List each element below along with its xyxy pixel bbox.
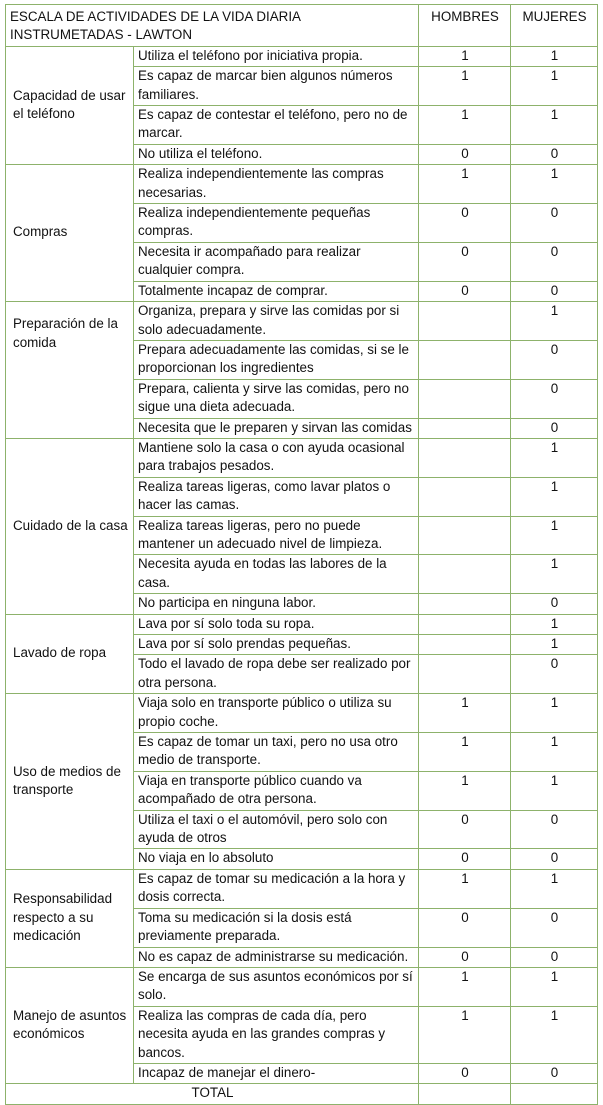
score-men: 0 <box>419 281 511 301</box>
activity-description: Realiza tareas ligeras, pero no puede mantener un adecuado nivel de limpieza. <box>134 516 419 555</box>
table-row <box>6 165 598 204</box>
score-men: 1 <box>419 771 511 810</box>
activity-description: Utiliza el teléfono por iniciativa propia. <box>134 46 419 66</box>
score-women: 1 <box>511 302 598 341</box>
score-women: 1 <box>511 67 598 106</box>
score-men: 1 <box>419 694 511 733</box>
score-men: 1 <box>419 67 511 106</box>
score-women: 1 <box>511 1006 598 1063</box>
score-men: 1 <box>419 165 511 204</box>
activity-description: No utiliza el teléfono. <box>134 144 419 164</box>
activity-description: Todo el lavado de ropa debe ser realizado por otra persona. <box>134 655 419 694</box>
activity-description: Realiza independientemente las compras necesarias. <box>134 165 419 204</box>
category-cell: Capacidad de usar el teléfono <box>6 46 134 164</box>
score-women: 1 <box>511 106 598 145</box>
score-men <box>419 477 511 516</box>
category-cell: Cuidado de la casa <box>6 438 134 614</box>
score-women: 0 <box>511 340 598 379</box>
activity-description: Realiza tareas ligeras, como lavar platos o hacer las camas. <box>134 477 419 516</box>
score-women: 1 <box>511 46 598 66</box>
activity-description: Necesita que le preparen y sirvan las comidas <box>134 418 419 438</box>
activity-description: Es capaz de tomar un taxi, pero no usa otro medio de transporte. <box>134 733 419 772</box>
score-men <box>419 379 511 418</box>
score-women: 0 <box>511 379 598 418</box>
score-women: 0 <box>511 908 598 947</box>
score-men: 0 <box>419 908 511 947</box>
score-men: 1 <box>419 733 511 772</box>
score-women: 0 <box>511 594 598 614</box>
activity-description: Realiza independientemente pequeñas compras. <box>134 204 419 243</box>
total-women-cell <box>511 1084 598 1104</box>
score-men: 0 <box>419 849 511 869</box>
score-women: 0 <box>511 655 598 694</box>
table-row <box>6 46 598 66</box>
activity-description: Viaja solo en transporte público o utiliza su propio coche. <box>134 694 419 733</box>
activity-description: Toma su medicación si la dosis está previamente preparada. <box>134 908 419 947</box>
activity-description: Prepara adecuadamente las comidas, si se le proporcionan los ingredientes <box>134 340 419 379</box>
score-women: 0 <box>511 418 598 438</box>
score-women: 0 <box>511 810 598 849</box>
activity-description: Es capaz de tomar su medicación a la hora y dosis correcta. <box>134 869 419 908</box>
activity-description: Organiza, prepara y sirve las comidas por si solo adecuadamente. <box>134 302 419 341</box>
score-men: 1 <box>419 869 511 908</box>
score-men <box>419 340 511 379</box>
score-men <box>419 516 511 555</box>
score-men <box>419 302 511 341</box>
score-women: 0 <box>511 242 598 281</box>
score-women: 1 <box>511 733 598 772</box>
score-men: 0 <box>419 810 511 849</box>
total-men-cell <box>419 1084 511 1104</box>
activity-description: No es capaz de administrarse su medicación. <box>134 947 419 967</box>
score-women: 1 <box>511 555 598 594</box>
lawton-scale-table <box>5 4 598 1105</box>
activity-description: Lava por sí solo prendas pequeñas. <box>134 635 419 655</box>
score-men <box>419 555 511 594</box>
table-row <box>6 869 598 908</box>
activity-description: Utiliza el taxi o el automóvil, pero solo con ayuda de otros <box>134 810 419 849</box>
table-row <box>6 614 598 634</box>
score-women: 1 <box>511 869 598 908</box>
table-title-line1: ESCALA DE ACTIVIDADES DE LA VIDA DIARIA <box>10 9 301 24</box>
category-cell: Uso de medios de transporte <box>6 694 134 870</box>
score-women: 1 <box>511 694 598 733</box>
score-women: 1 <box>511 516 598 555</box>
activity-description: Totalmente incapaz de comprar. <box>134 281 419 301</box>
table-row <box>6 694 598 733</box>
total-label: TOTAL <box>6 1084 419 1104</box>
table-row <box>6 438 598 477</box>
score-women: 1 <box>511 477 598 516</box>
table-title <box>6 5 419 47</box>
score-women: 1 <box>511 967 598 1006</box>
score-men: 1 <box>419 967 511 1006</box>
activity-description: Es capaz de contestar el teléfono, pero no de marcar. <box>134 106 419 145</box>
score-women: 0 <box>511 144 598 164</box>
score-men: 0 <box>419 144 511 164</box>
category-cell: Lavado de ropa <box>6 614 134 694</box>
score-women: 1 <box>511 635 598 655</box>
score-women: 1 <box>511 165 598 204</box>
activity-description: Prepara, calienta y sirve las comidas, pero no sigue una dieta adecuada. <box>134 379 419 418</box>
score-women: 0 <box>511 849 598 869</box>
category-cell: Preparación de la comida <box>6 302 134 439</box>
activity-description: Se encarga de sus asuntos económicos por sí solo. <box>134 967 419 1006</box>
table-body <box>6 46 598 1084</box>
activity-description: Necesita ir acompañado para realizar cualquier compra. <box>134 242 419 281</box>
score-men: 0 <box>419 242 511 281</box>
category-cell: Compras <box>6 165 134 302</box>
table-title-line2: INSTRUMETADAS - LAWTON <box>10 27 193 43</box>
category-cell: Responsabilidad respecto a su medicación <box>6 869 134 967</box>
column-header-women: MUJERES <box>511 5 598 47</box>
score-men: 1 <box>419 106 511 145</box>
activity-description: Viaja en transporte público cuando va acompañado de otra persona. <box>134 771 419 810</box>
activity-description: Es capaz de marcar bien algunos números familiares. <box>134 67 419 106</box>
score-women: 1 <box>511 438 598 477</box>
column-header-men: HOMBRES <box>419 5 511 47</box>
score-men <box>419 594 511 614</box>
activity-description: Realiza las compras de cada día, pero necesita ayuda en las grandes compras y bancos. <box>134 1006 419 1063</box>
score-men: 1 <box>419 46 511 66</box>
score-women: 0 <box>511 947 598 967</box>
activity-description: Lava por sí solo toda su ropa. <box>134 614 419 634</box>
score-men: 0 <box>419 204 511 243</box>
header-row <box>6 5 598 47</box>
score-women: 1 <box>511 614 598 634</box>
activity-description: Mantiene solo la casa o con ayuda ocasional para trabajos pesados. <box>134 438 419 477</box>
table-row <box>6 302 598 341</box>
table-row <box>6 967 598 1006</box>
score-women: 0 <box>511 281 598 301</box>
score-men <box>419 438 511 477</box>
score-women: 0 <box>511 204 598 243</box>
score-men <box>419 614 511 634</box>
activity-description: Incapaz de manejar el dinero- <box>134 1063 419 1083</box>
score-men: 0 <box>419 947 511 967</box>
score-men <box>419 655 511 694</box>
score-men: 0 <box>419 1063 511 1083</box>
activity-description: Necesita ayuda en todas las labores de la casa. <box>134 555 419 594</box>
activity-description: No viaja en lo absoluto <box>134 849 419 869</box>
activity-description: No participa en ninguna labor. <box>134 594 419 614</box>
score-women: 1 <box>511 771 598 810</box>
total-row <box>6 1084 598 1104</box>
score-men <box>419 635 511 655</box>
score-women: 0 <box>511 1063 598 1083</box>
score-men: 1 <box>419 1006 511 1063</box>
score-men <box>419 418 511 438</box>
category-cell: Manejo de asuntos económicos <box>6 967 134 1083</box>
